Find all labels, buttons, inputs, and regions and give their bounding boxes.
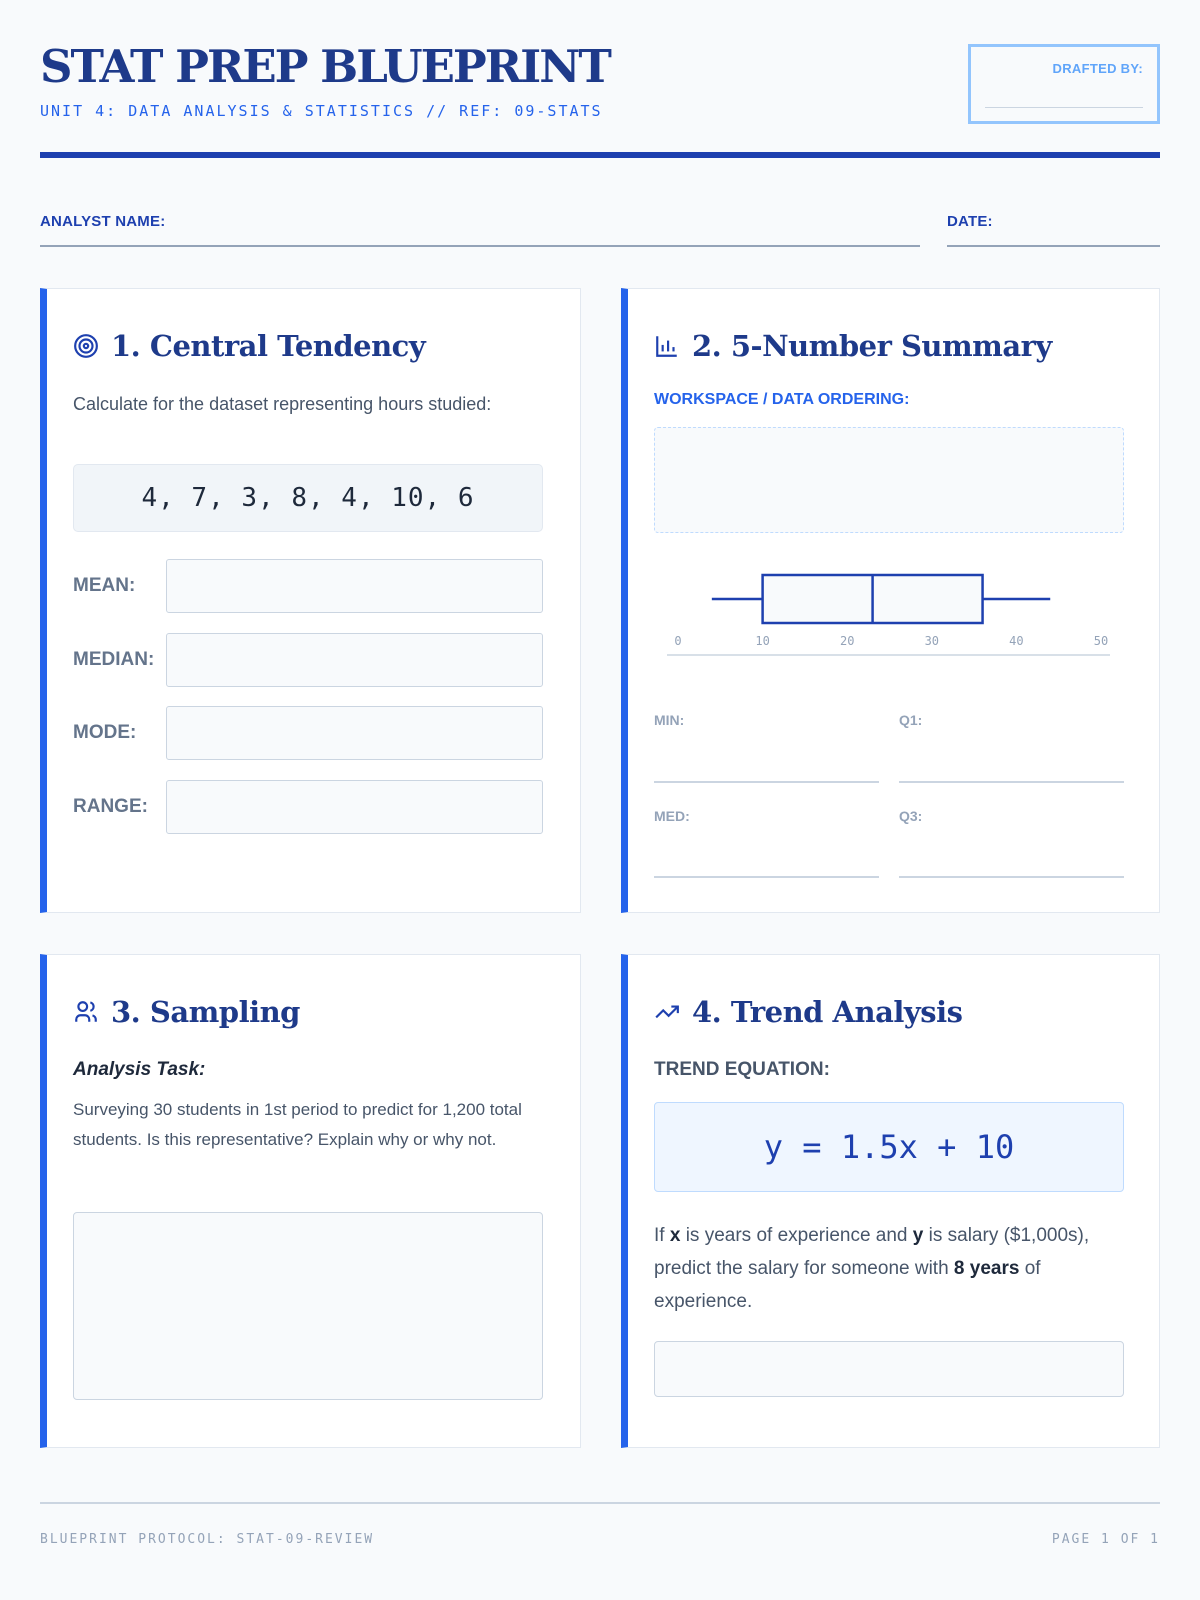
central-tendency-intro: Calculate for the dataset representing hours studied: (73, 394, 492, 414)
target-icon (73, 333, 99, 359)
header-divider (40, 152, 1160, 158)
min-label: MIN: (654, 712, 685, 728)
mode-input[interactable] (166, 706, 543, 760)
axis-tick-label: 30 (924, 634, 940, 648)
drafted-by-box[interactable] (968, 44, 1160, 124)
trend-text-part: of experience. (654, 1258, 1041, 1312)
mean-label: MEAN: (73, 575, 136, 596)
mean-row (73, 559, 543, 613)
workspace-label: WORKSPACE / DATA ORDERING: (654, 391, 910, 408)
central-tendency-card (40, 288, 581, 913)
five-number-card (621, 288, 1160, 913)
sampling-card (40, 954, 581, 1448)
analysis-task-text: Surveying 30 students in 1st period to predict for 1,200 total students. Is this representative? Explain why or why not. (73, 1100, 522, 1149)
box-plot (654, 557, 1124, 679)
date-label: DATE: (947, 213, 993, 230)
drafted-by-label: DRAFTED BY: (1052, 61, 1143, 76)
trend-text-part: If (654, 1225, 670, 1246)
drafted-by-line (985, 107, 1143, 108)
trend-text-y: y (912, 1225, 924, 1246)
axis-tick-label: 40 (1009, 634, 1024, 648)
footer-page-number: PAGE 1 OF 1 (1051, 1532, 1160, 1547)
analyst-name-field[interactable] (40, 245, 920, 247)
med-label: MED: (654, 808, 690, 824)
footer-divider (40, 1502, 1160, 1504)
page-title: STAT PREP BLUEPRINT (40, 40, 610, 93)
range-label: RANGE: (73, 796, 148, 817)
range-input[interactable] (166, 780, 543, 834)
min-input-line[interactable] (654, 781, 879, 783)
bar-chart-icon (654, 333, 680, 359)
page-subtitle: UNIT 4: DATA ANALYSIS & STATISTICS // REF: 09-STATS (40, 102, 603, 120)
trend-equation: y = 1.5x + 10 (654, 1102, 1124, 1192)
central-tendency-header (73, 329, 425, 363)
analysis-task-label: Analysis Task: (73, 1059, 206, 1080)
sampling-header (73, 995, 300, 1029)
mode-label: MODE: (73, 722, 137, 743)
sampling-answer-area[interactable] (73, 1212, 543, 1400)
median-label: MEDIAN: (73, 649, 155, 670)
dataset-display: 4, 7, 3, 8, 4, 10, 6 (73, 464, 543, 532)
q3-input-line[interactable] (899, 876, 1124, 878)
analyst-name-label: ANALYST NAME: (40, 213, 166, 230)
sampling-title: 3. Sampling (111, 995, 300, 1029)
med-input-line[interactable] (654, 876, 879, 878)
q3-label: Q3: (899, 808, 923, 824)
axis-tick-label: 10 (755, 634, 770, 648)
mode-row (73, 706, 543, 760)
trending-up-icon (654, 999, 680, 1025)
trend-text-years: 8 years (953, 1258, 1020, 1279)
workspace-area[interactable] (654, 427, 1124, 533)
q1-label: Q1: (899, 712, 923, 728)
axis-tick-label: 20 (839, 634, 855, 648)
footer-protocol: BLUEPRINT PROTOCOL: STAT-09-REVIEW (40, 1532, 375, 1547)
mean-input[interactable] (166, 559, 543, 613)
trend-header (654, 995, 962, 1029)
date-field[interactable] (947, 245, 1160, 247)
q1-input-line[interactable] (899, 781, 1124, 783)
users-icon (73, 999, 99, 1025)
range-row (73, 780, 543, 834)
central-tendency-title: 1. Central Tendency (111, 329, 426, 363)
median-input[interactable] (166, 633, 543, 687)
trend-card (621, 954, 1160, 1448)
trend-text-x: x (669, 1225, 681, 1246)
trend-question (654, 1219, 1124, 1318)
trend-answer-input[interactable] (654, 1341, 1124, 1397)
five-number-header (654, 329, 1052, 363)
axis-tick-label: 0 (674, 634, 682, 648)
trend-title: 4. Trend Analysis (692, 995, 963, 1029)
median-row (73, 633, 543, 687)
axis-tick-label: 50 (1093, 634, 1109, 648)
trend-text-part: is salary ($1,000s), predict the salary for someone with (654, 1225, 1090, 1279)
trend-text-part: is years of experience and (680, 1225, 913, 1246)
five-number-title: 2. 5-Number Summary (692, 329, 1052, 363)
trend-equation-label: TREND EQUATION: (654, 1059, 830, 1080)
